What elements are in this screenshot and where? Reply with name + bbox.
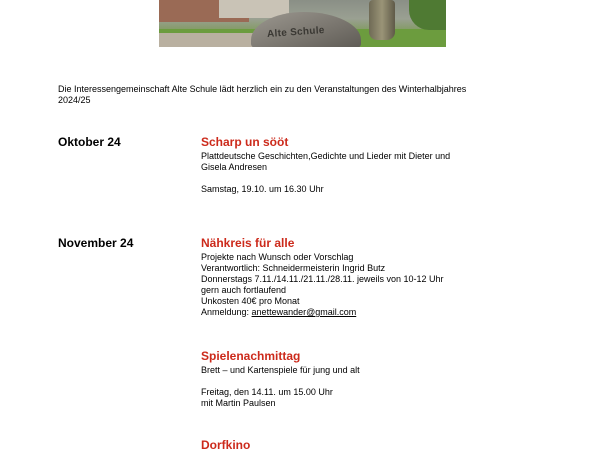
intro-text: Die Interessengemeinschaft Alte Schule lädt herzlich ein zu den Veranstaltungen des Winterhalbjahres 2024/25 [58,84,467,105]
registration-label: Anmeldung: [201,307,252,317]
event-date: Samstag, 19.10. um 16.30 Uhr [201,184,324,194]
event-note: gern auch fortlaufend [201,285,287,295]
event-responsible: Verantwortlich: Schneidermeisterin Ingrid Butz [201,263,386,273]
shrub [409,0,446,30]
event-title: Scharp un sööt [201,135,289,149]
event-description: Plattdeutsche Geschichten,Gedichte und Lieder mit Dieter und [201,151,451,161]
event-host: mit Martin Paulsen [201,398,276,408]
event-title: Nähkreis für alle [201,236,295,250]
tree-trunk [369,0,395,40]
event-spielenachmittag [201,349,561,409]
event-dorfkino [201,438,561,454]
stone-inscription: Alte Schule [266,24,326,41]
event-description: Brett – und Kartenspiele für jung und alt [201,365,360,375]
event-cost: Unkosten 40€ pro Monat [201,296,300,306]
event-title: Dorfkino [201,438,251,452]
event-date: Freitag, den 14.11. um 15.00 Uhr [201,387,333,397]
month-heading-november: November 24 [58,236,134,250]
month-heading-october: Oktober 24 [58,135,121,149]
header-photo [159,0,446,47]
event-scharp-un-soot [201,135,561,195]
event-registration [201,307,561,318]
email-link[interactable]: anettewander@gmail.com [251,307,357,317]
event-date: Donnerstags 7.11./14.11./21.11./28.11. jeweils von 10-12 Uhr [201,274,444,284]
event-title: Spielenachmittag [201,349,301,363]
event-description: Projekte nach Wunsch oder Vorschlag [201,252,354,262]
event-naehkreis [201,236,561,318]
event-description: Gisela Andresen [201,162,268,172]
